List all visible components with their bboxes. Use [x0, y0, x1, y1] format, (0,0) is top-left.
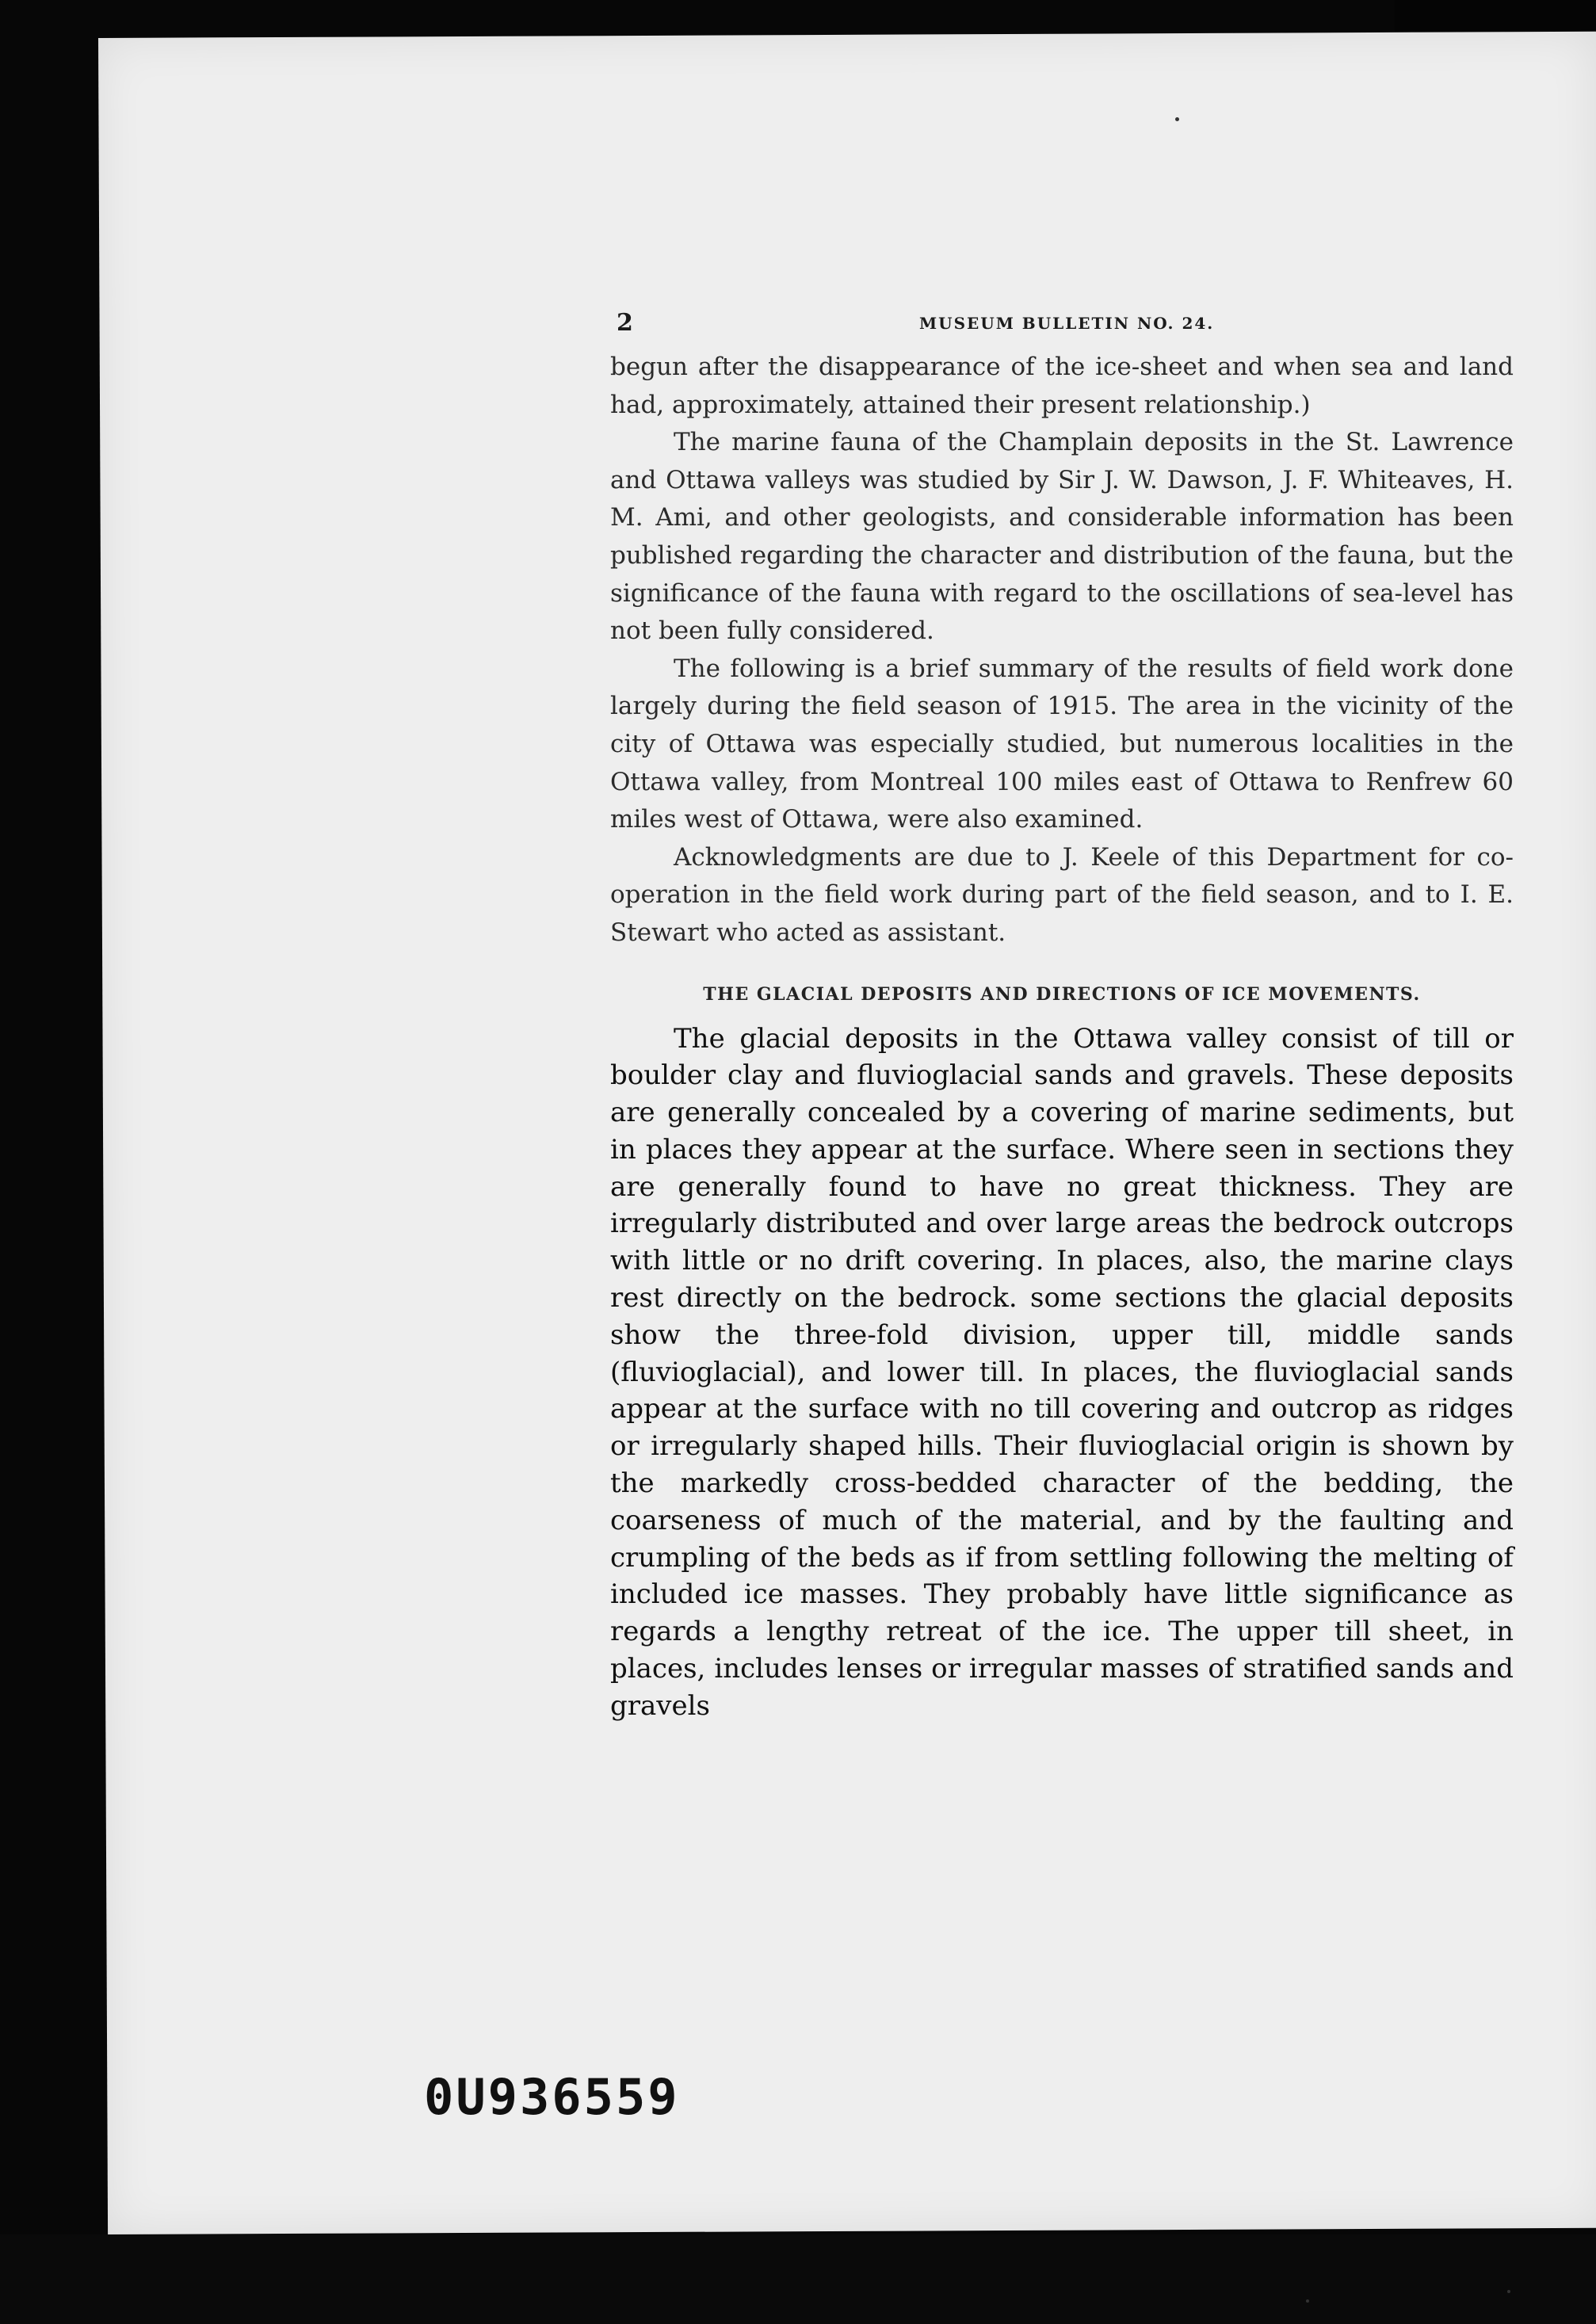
- page-number: 2: [617, 309, 633, 337]
- body-paragraph: The following is a brief summary of the results of field work done largely during the field season of 1915. The area in the vicinity of the city of Ottawa was especially studied, but numerous localities in the Ottawa valley, from Montreal 100 miles east of Ottawa to Renfrew 60 miles west of Ottawa, were also examined.: [610, 654, 1514, 834]
- body-paragraph: The marine fauna of the Champlain deposits in the St. Lawrence and Ottawa valleys was studied by Sir J. W. Dawson, J. F. Whiteaves, H. M. Ami, and other geologists, and considerable information has been published regarding the character and distribution of the fauna, but the significance of the fauna with regard to the oscillations of sea-level has not been fully considered.: [610, 428, 1514, 646]
- dust-speck: [1306, 2299, 1309, 2303]
- body-paragraph: Acknowledgments are due to J. Keele of this Department for co-operation in the field work during part of the field season, and to I. E. Stewart who acted as assistant.: [610, 842, 1514, 947]
- section-body: [610, 1021, 1514, 1725]
- body-paragraph: begun after the disappearance of the ice-sheet and when sea and land had, approximately, attained their present relationship.): [610, 353, 1514, 419]
- running-header: [610, 309, 1514, 349]
- frame-id-stamp: 0U936559: [424, 2068, 680, 2126]
- section-heading: THE GLACIAL DEPOSITS AND DIRECTIONS OF ICE MOVEMENTS.: [703, 983, 1421, 1005]
- dust-speck: [1175, 117, 1179, 121]
- scan-bottom-border: [0, 2234, 1596, 2324]
- document-page: [610, 309, 1514, 1725]
- section-paragraph: The glacial deposits in the Ottawa valley consist of till or boulder clay and fluvioglacial sands and gravels. These deposits are generally concealed by a covering of marine sediments, but in places they appear at the surface. Where seen in sections they are generally found to have no great thickness. They are irregularly distributed and over large areas the bedrock outcrops with little or no drift covering. In places, also, the marine clays rest directly on the bedrock. some sections the glacial deposits show the three-fold division, upper till, middle sands (fluvioglacial), and lower till. In places, the fluvioglacial sands appear at the surface with no till covering and outcrop as ridges or irregularly shaped hills. Their fluvioglacial origin is shown by the markedly cross-bedded character of the bedding, the coarseness of much of the material, and by the faulting and crumpling of the beds as if from settling following the melting of included ice masses. They probably have little significance as regards a lengthy retreat of the ice. The upper till sheet, in places, includes lenses or irregular masses of stratified sands and gravels: [610, 1022, 1514, 1722]
- running-title: MUSEUM BULLETIN NO. 24.: [919, 314, 1215, 333]
- dust-speck: [1507, 2290, 1510, 2293]
